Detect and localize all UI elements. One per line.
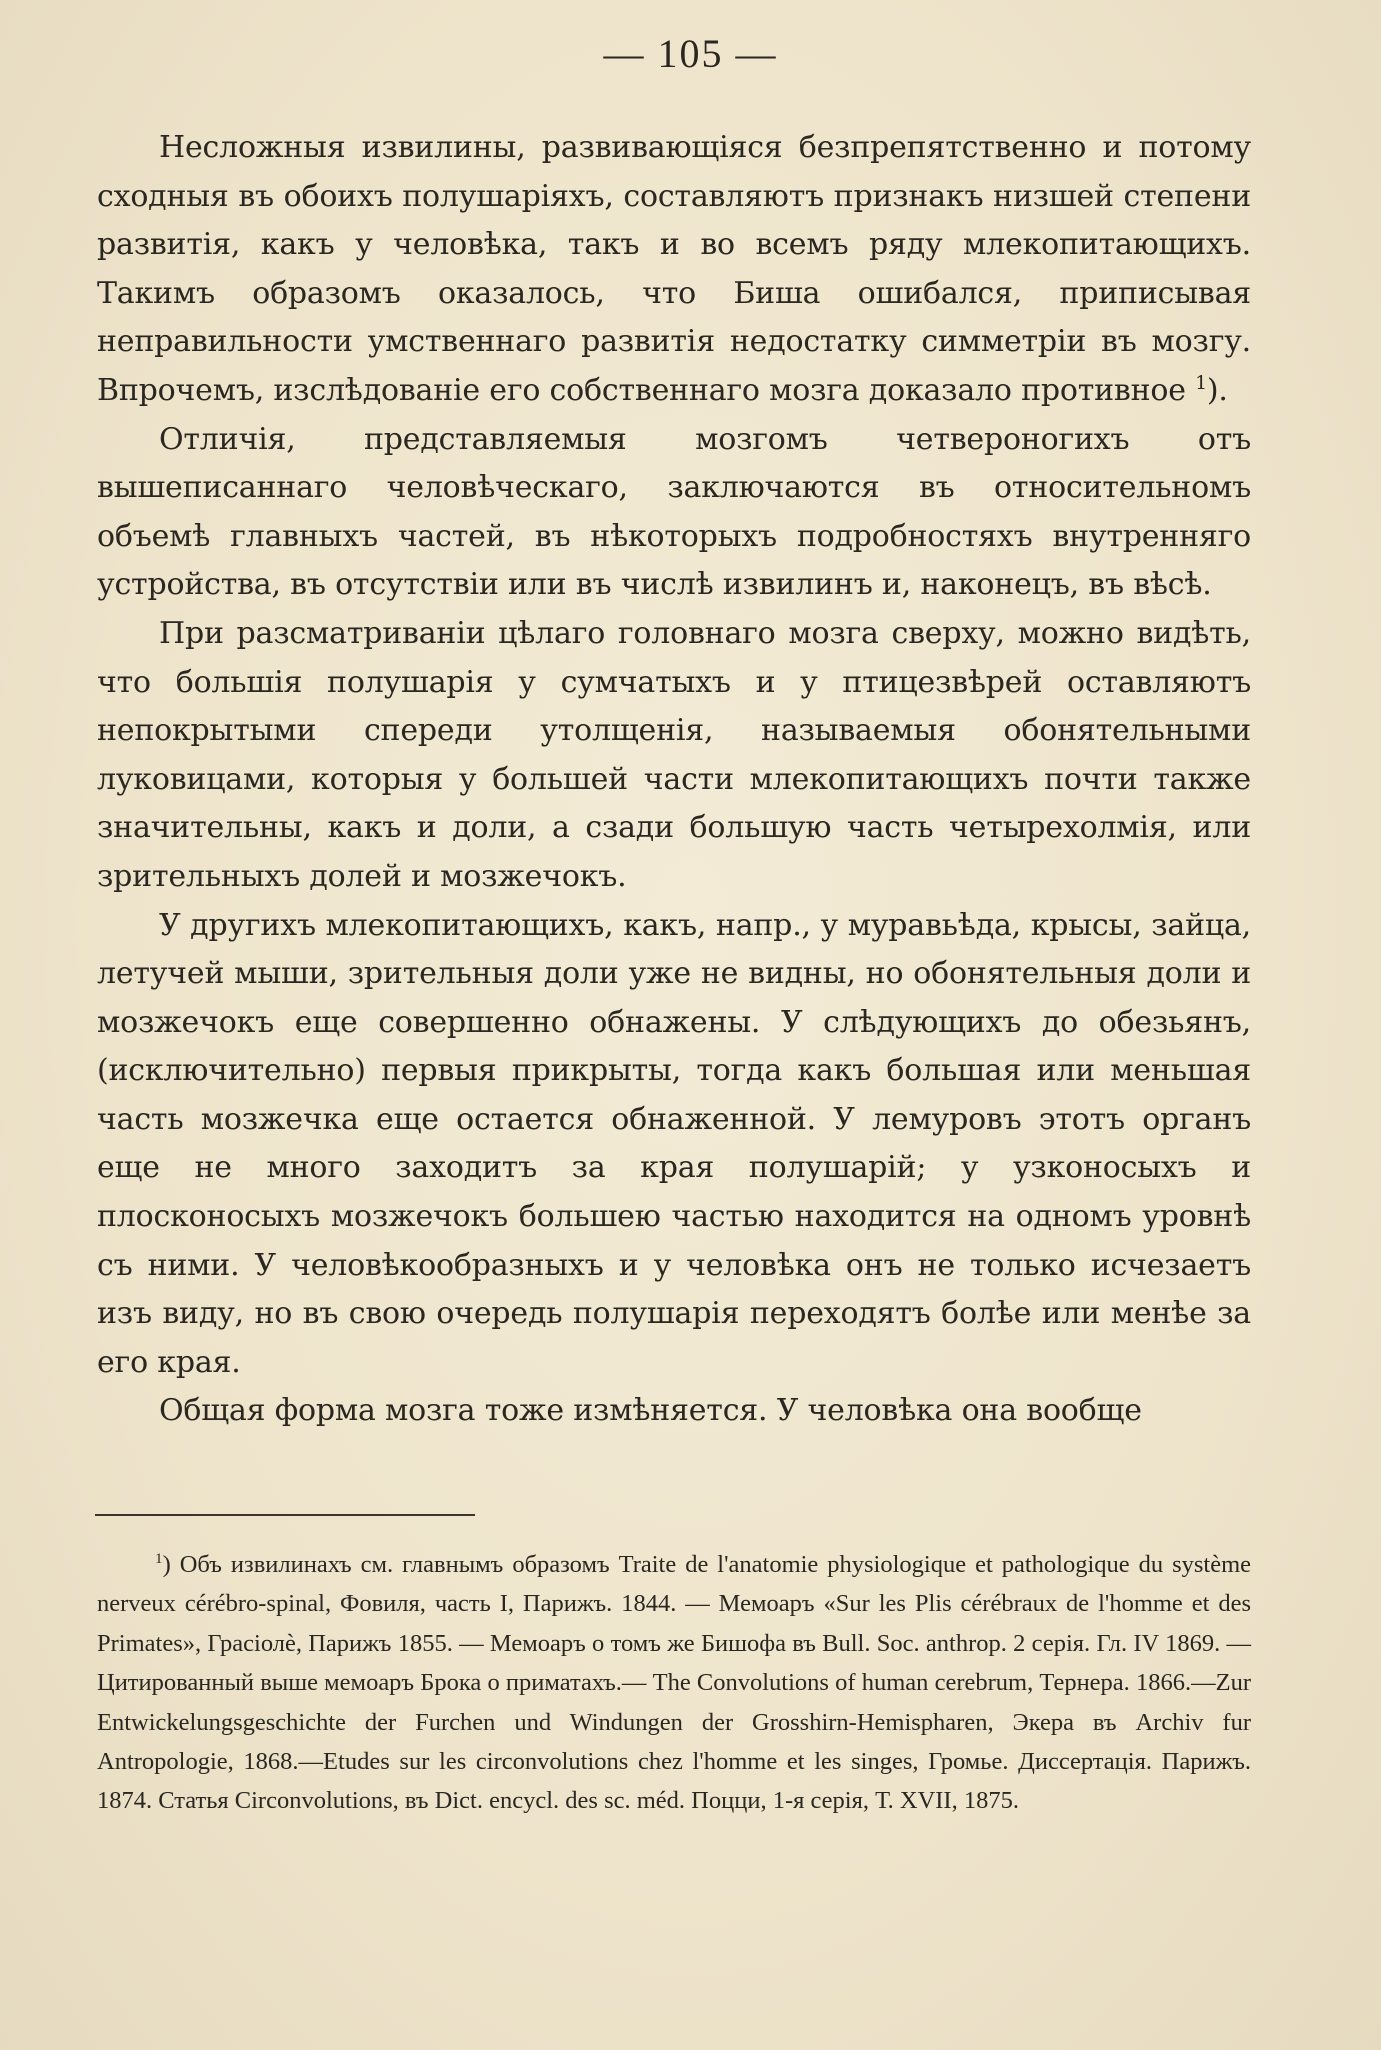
paragraph: При разсматриваніи цѣлаго головнаго мозга сверху, можно видѣть, что большія полушарія у сумчатыхъ и у птицезвѣрей оставляютъ непокрытыми спереди утолщенія, называемыя обонятельными луковицами, которыя у большей части млекопитающихъ почти также значительны, какъ и доли, а сзади большую часть четырехолмія, или зрительныхъ долей и мозжечокъ. [97, 615, 1251, 894]
footnote-marker: 1 [155, 1549, 163, 1567]
paragraph-text: Несложныя извилины, развивающіяся безпрепятственно и потому сходныя въ обоихъ полушаріяхъ, составляютъ признакъ низшей степени развитія, какъ у человѣка, такъ и во всемъ ряду млекопитающихъ. Такимъ образомъ оказалось, что Биша ошибался, приписывая неправильности умственнаго развитія недостатку симметріи въ мозгу. Впрочемъ, изслѣдованіе его собственнаго мозга доказало противное [97, 130, 1251, 408]
footnote-marker-tail: ) [162, 1551, 171, 1578]
paragraph: Отличія, представляемыя мозгомъ четвероногихъ отъ вышеписаннаго человѣческаго, заключаются въ относительномъ объемѣ главныхъ частей, въ нѣкоторыхъ подробностяхъ внутренняго устройства, въ отсутствіи или въ числѣ извилинъ и, наконецъ, въ вѣсѣ. [97, 421, 1251, 603]
paragraph [97, 124, 1251, 416]
paragraph: У другихъ млекопитающихъ, какъ, напр., у муравьѣда, крысы, зайца, летучей мыши, зрительныя доли уже не видны, но обонятельныя доли и мозжечокъ еще совершенно обнажены. У слѣдующихъ до обезьянъ, (исключительно) первыя прикрыты, тогда какъ большая или меньшая часть мозжечка еще остается обнаженной. У лемуровъ этотъ органъ еще не много заходитъ за края полушарій; у узконосыхъ и плосконосыхъ мозжечокъ большею частью находится на одномъ уровнѣ съ ними. У человѣкообразныхъ и у человѣка онъ не только исчезаетъ изъ виду, но въ свою очередь полушарія переходятъ болѣе или менѣе за его края. [97, 907, 1251, 1380]
paragraph: Общая форма мозга тоже измѣняется. У человѣка она вообще [159, 1393, 1142, 1429]
page-number: — 105 — [603, 31, 778, 76]
footnote [97, 1545, 1251, 1821]
footnote-text: Объ извилинахъ см. главнымъ образомъ Traite de l'anatomie physiologique et pathologique du système nerveux cérébro-spinal, Фовиля, часть I, Парижъ. 1844. — Мемоаръ «Sur les Plis cérébraux de l'homme et des Primates», Грасіолè, Парижъ 1855. — Мемоаръ о томъ же Бишофа въ Bull. Soc. anthrop. 2 серія. Гл. IV 1869. — Цитированный выше мемоаръ Брока о приматахъ.— The Convolutions of human cerebrum, Тернера. 1866.—Zur Entwickelungsgeschichte der Furchen und Windungen der Grosshirn-Hemispharen, Экера въ Archiv fur Antropologie, 1868.—Etudes sur les circonvolutions chez l'homme et les singes, Громье. Диссертація. Парижъ. 1874. Статья Circonvolutions, въ Dict. encycl. des sc. méd. Поцци, 1-я серія, Т. XVII, 1875. [97, 1551, 1251, 1815]
main-text [97, 124, 1251, 1436]
footnote-divider [95, 1514, 475, 1516]
footnote-reference-tail: ). [1206, 372, 1228, 408]
footnote-reference: 1 [1195, 372, 1207, 394]
